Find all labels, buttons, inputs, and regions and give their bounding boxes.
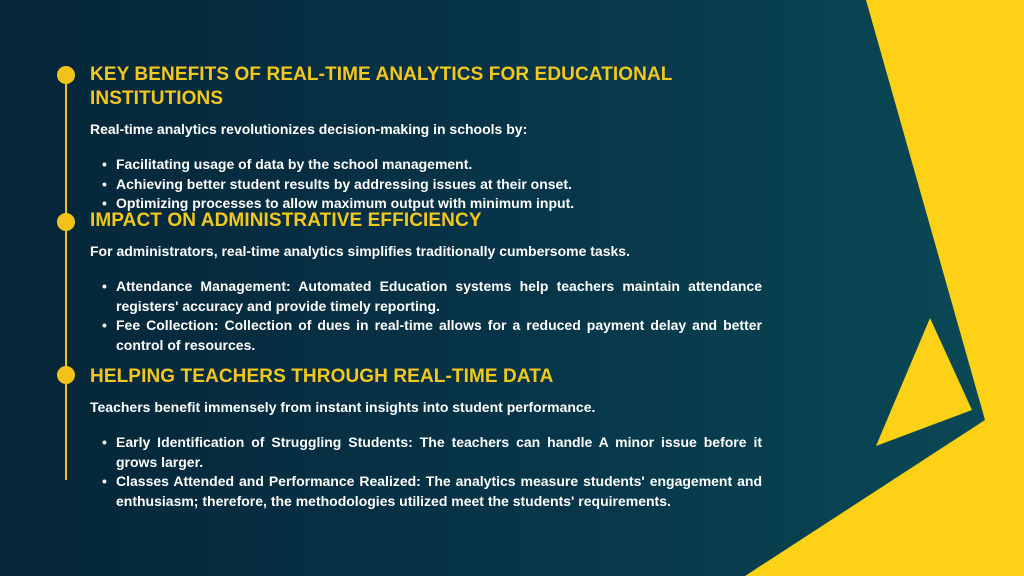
- section-helping-teachers: [90, 365, 770, 511]
- section-heading: KEY BENEFITS OF REAL-TIME ANALYTICS FOR EDUCATIONAL INSTITUTIONS: [90, 64, 673, 109]
- list-item: • Facilitating usage of data by the school management.: [90, 155, 762, 175]
- list-item: • Early Identification of Struggling Students: The teachers can handle A minor issue before it grows larger.: [90, 433, 762, 472]
- list-item: • Classes Attended and Performance Realized: The analytics measure students' engagement and enthusiasm; therefore, the methodologies utilized meet the students' requirements.: [90, 472, 762, 511]
- timeline-dot-2: [57, 213, 75, 231]
- yellow-triangle-shape: [876, 318, 972, 446]
- bullet-list: [90, 155, 770, 214]
- bullet-list: [90, 277, 770, 355]
- bullet-list: [90, 433, 770, 511]
- timeline-line: [65, 74, 67, 480]
- section-heading: IMPACT ON ADMINISTRATIVE EFFICIENCY: [90, 210, 482, 231]
- section-administrative-efficiency: [90, 209, 770, 355]
- section-intro: Real-time analytics revolutionizes decision-making in schools by:: [90, 121, 528, 137]
- section-intro: For administrators, real-time analytics simplifies traditionally cumbersome tasks.: [90, 243, 630, 259]
- list-item: • Achieving better student results by addressing issues at their onset.: [90, 175, 762, 195]
- list-item: • Attendance Management: Automated Education systems help teachers maintain attendance registers' accuracy and provide timely reporting.: [90, 277, 762, 316]
- section-heading: HELPING TEACHERS THROUGH REAL-TIME DATA: [90, 366, 554, 387]
- section-key-benefits: [90, 63, 770, 214]
- timeline-dot-3: [57, 366, 75, 384]
- list-item: • Fee Collection: Collection of dues in real-time allows for a reduced payment delay and better control of resources.: [90, 316, 762, 355]
- list-item: • Optimizing processes to allow maximum output with minimum input.: [90, 194, 762, 214]
- yellow-corner-shape: [745, 0, 1024, 576]
- section-intro: Teachers benefit immensely from instant insights into student performance.: [90, 399, 596, 415]
- timeline-dot-1: [57, 66, 75, 84]
